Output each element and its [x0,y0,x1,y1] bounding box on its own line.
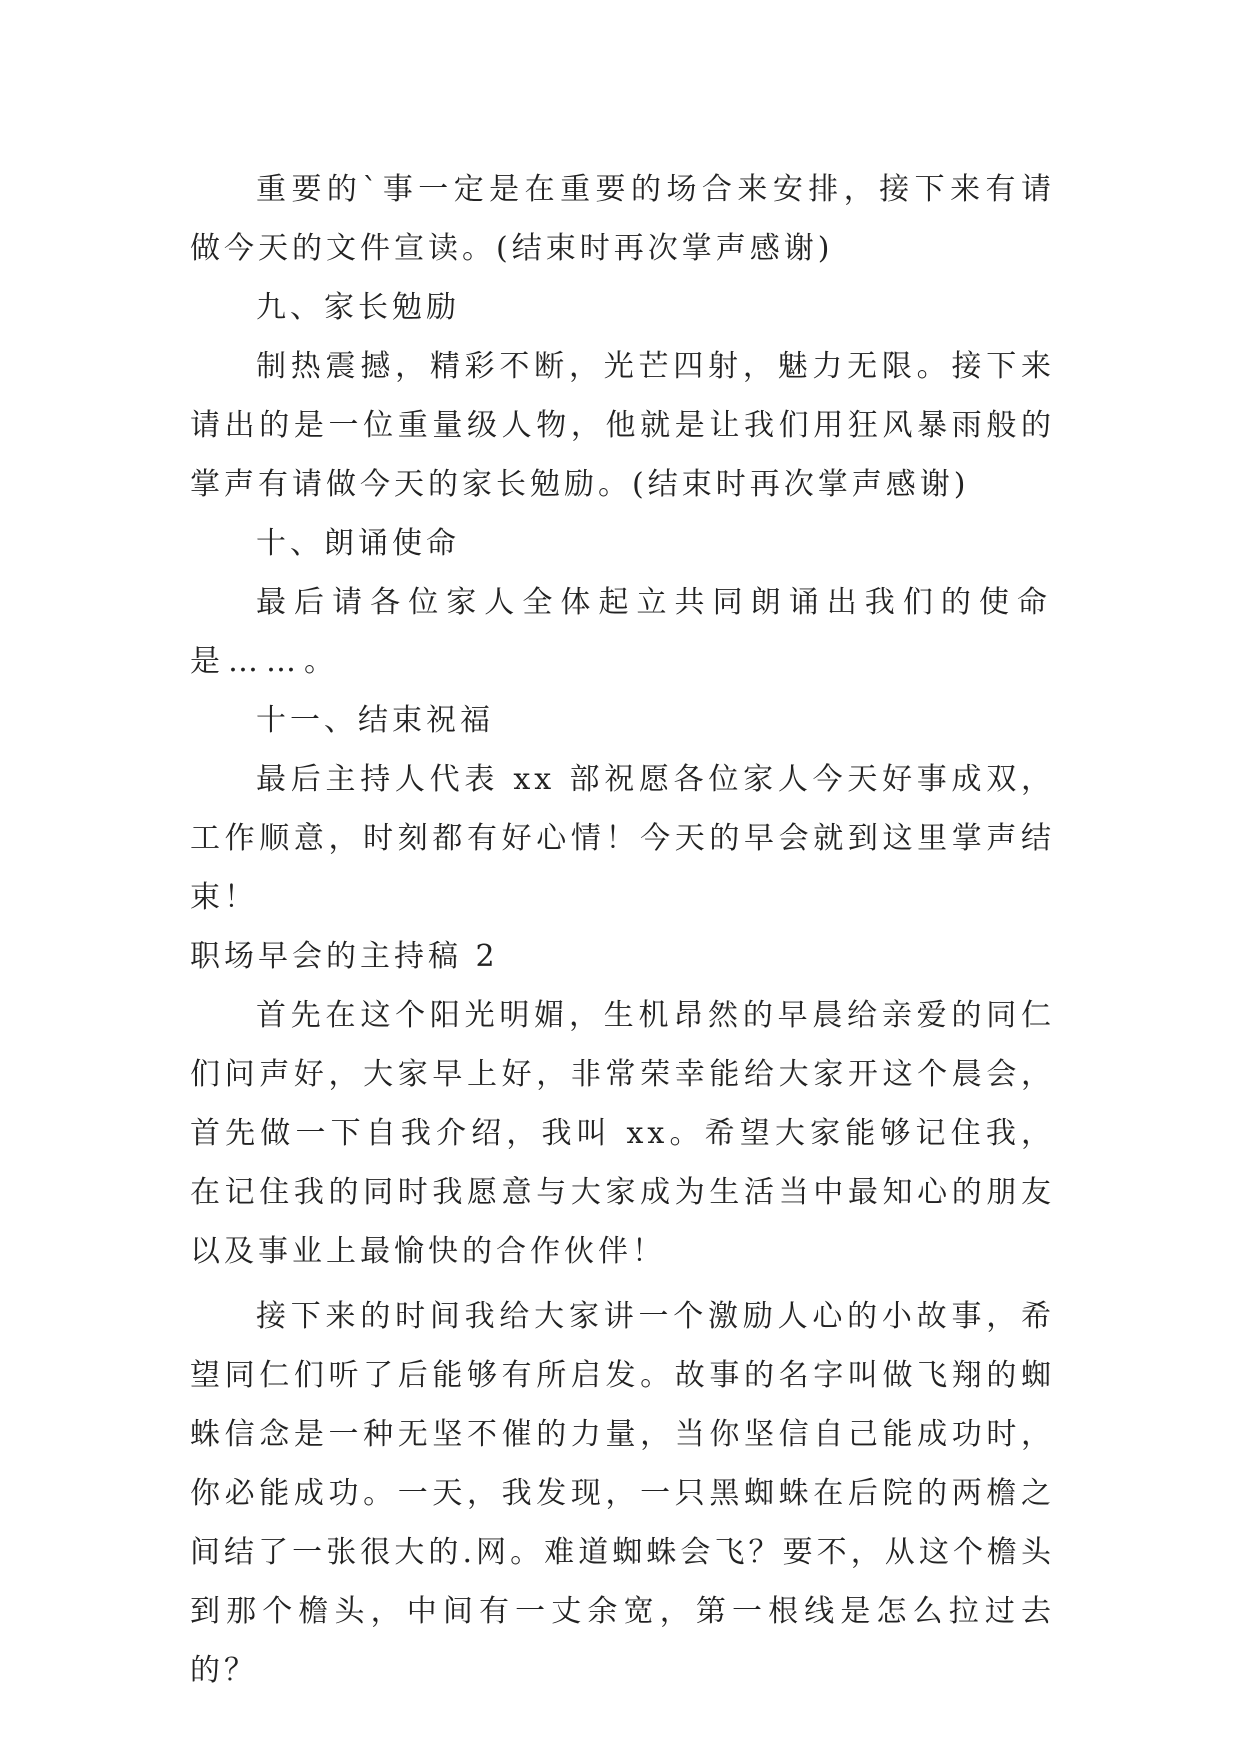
document-body [190,160,1055,1700]
paragraph-self-introduction: 首先在这个阳光明媚，生机昂然的早晨给亲爱的同仁们问声好，大家早上好，非常荣幸能给大家开这个晨会，首先做一下自我介绍，我叫 xx。希望大家能够记住我，在记住我的同时我愿意与大家成为生活当中最知心的朋友以及事业上最愉快的合作伙伴！ [190,998,1055,1269]
heading-parent-encouragement: 九、家长勉励 [256,290,460,325]
heading-closing-blessing: 十一、结束祝福 [256,703,494,738]
paragraph-recite-mission: 最后请各位家人全体起立共同朗诵出我们的使命是……。 [190,585,1055,679]
paragraph-file-reading: 重要的`事一定是在重要的场合来安排，接下来有请做今天的文件宣读。(结束时再次掌声感谢) [190,172,1055,266]
paragraph-parent-encouragement: 制热震撼，精彩不断，光芒四射，魅力无限。接下来请出的是一位重量级人物，他就是让我们用狂风暴雨般的掌声有请做今天的家长勉励。(结束时再次掌声感谢) [190,349,1055,502]
heading-recite-mission: 十、朗诵使命 [256,526,460,561]
paragraph-spider-story: 接下来的时间我给大家讲一个激励人心的小故事，希望同仁们听了后能够有所启发。故事的名字叫做飞翔的蜘蛛信念是一种无坚不催的力量，当你坚信自己能成功时，你必能成功。一天，我发现，一只黑蜘蛛在后院的两檐之间结了一张很大的.网。难道蜘蛛会飞？要不，从这个檐头到那个檐头，中间有一丈余宽，第一根线是怎么拉过去的？ [190,1299,1055,1688]
section-title-host-script-2: 职场早会的主持稿 2 [190,939,499,974]
paragraph-closing-blessing: 最后主持人代表 xx 部祝愿各位家人今天好事成双，工作顺意，时刻都有好心情！今天的早会就到这里掌声结束！ [190,762,1055,915]
